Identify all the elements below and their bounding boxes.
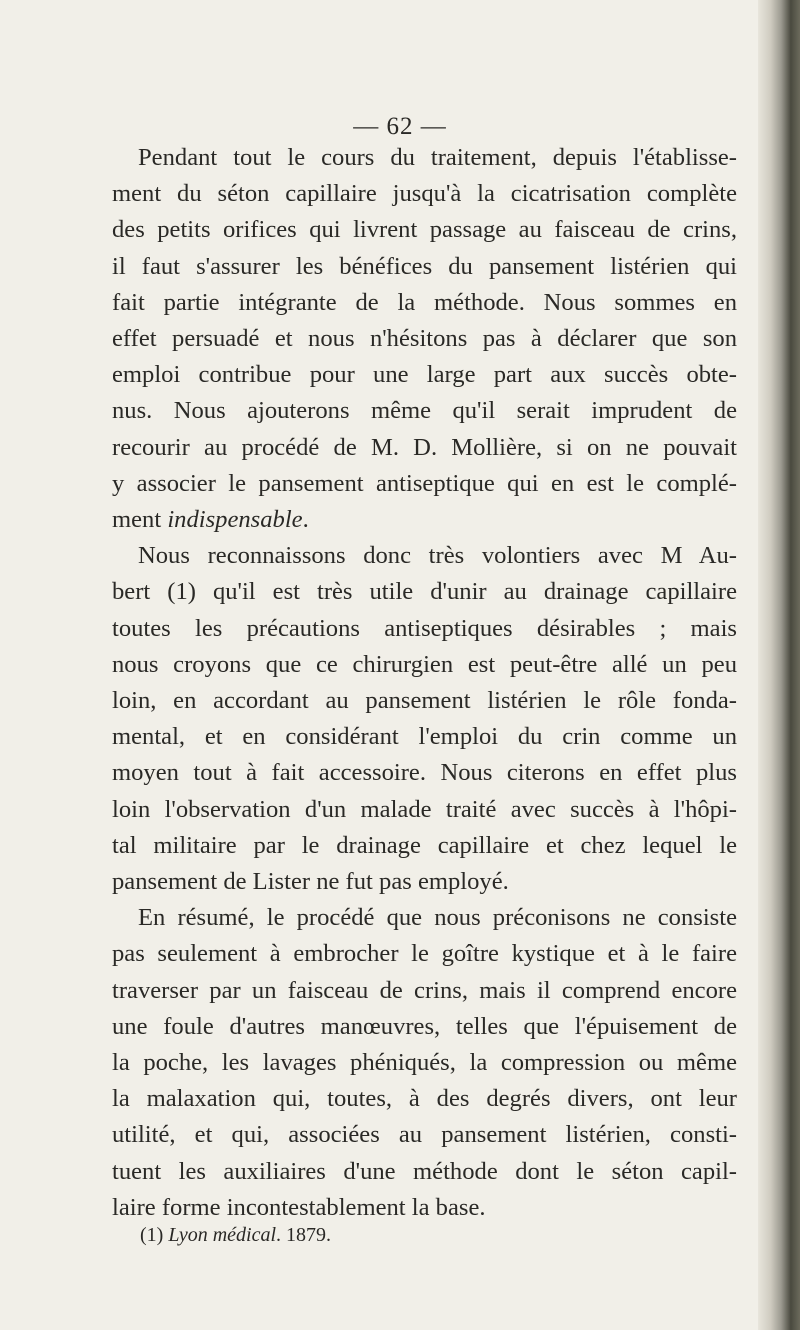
text-line: ment du séton capillaire jusqu'à la cicatrisation complète — [112, 180, 737, 208]
text-line: moyen tout à fait accessoire. Nous citerons en effet plus — [112, 759, 737, 787]
text-line: pansement de Lister ne fut pas employé. — [112, 868, 509, 896]
text-line: nous croyons que ce chirurgien est peut-être allé un peu — [112, 650, 737, 678]
emphasized-word: indispensable — [167, 506, 303, 534]
text-line: une foule d'autres manœuvres, telles que l'épuisement de — [112, 1012, 737, 1040]
body-text — [112, 140, 737, 1226]
text-line: fait partie intégrante de la méthode. Nous sommes en — [112, 288, 737, 316]
text-line: Pendant tout le cours du traitement, depuis l'établisse- — [138, 144, 737, 171]
text-line: nus. Nous ajouterons même qu'il serait imprudent de — [112, 397, 737, 425]
book-page-edge — [758, 0, 800, 1330]
page-number: — 62 — — [353, 113, 447, 140]
text-line: tuent les auxiliaires d'une méthode dont le séton capil- — [112, 1157, 737, 1185]
footnote-source: Lyon médical — [168, 1224, 277, 1246]
text-line: il faut s'assurer les bénéfices du pansement listérien qui — [112, 252, 737, 280]
text-line: la poche, les lavages phéniqués, la compression ou même — [112, 1049, 737, 1077]
text-line: bert (1) qu'il est très utile d'unir au drainage capillaire — [112, 578, 737, 606]
text-line: Nous reconnaissons donc très volontiers avec M Au- — [138, 542, 737, 570]
footnote-year: . 1879. — [276, 1224, 332, 1246]
paragraph-3 — [112, 900, 737, 1226]
text-line: loin l'observation d'un malade traité avec succès à l'hôpi- — [112, 795, 737, 823]
text-line: pas seulement à embrocher le goître kystique et à le faire — [112, 940, 737, 968]
paragraph-2 — [112, 538, 737, 900]
text-line: tal militaire par le drainage capillaire et chez lequel le — [112, 831, 737, 859]
paragraph-1 — [112, 140, 737, 538]
text-line: mental, et en considérant l'emploi du crin comme un — [112, 723, 737, 751]
text-line: des petits orifices qui livrent passage au faisceau de crins, — [112, 216, 737, 244]
footnote — [140, 1224, 331, 1247]
text-fragment: ment — [112, 506, 168, 534]
text-line: utilité, et qui, associées au pansement listérien, consti- — [112, 1121, 737, 1149]
text-line: loin, en accordant au pansement listérien le rôle fonda- — [112, 687, 737, 715]
text-line: traverser par un faisceau de crins, mais il comprend encore — [112, 976, 737, 1004]
text-fragment: . — [302, 506, 309, 534]
text-line: emploi contribue pour une large part aux succès obte- — [112, 361, 737, 389]
text-line — [112, 502, 737, 538]
text-line: la malaxation qui, toutes, à des degrés divers, ont leur — [112, 1085, 737, 1113]
text-line: y associer le pansement antiseptique qui en est le complé- — [112, 469, 737, 497]
text-line: laire forme incontestablement la base. — [112, 1193, 486, 1221]
text-line: En résumé, le procédé que nous préconisons ne consiste — [138, 904, 737, 932]
text-line: toutes les précautions antiseptiques désirables ; mais — [112, 614, 737, 642]
text-line: recourir au procédé de M. D. Mollière, si on ne pouvait — [112, 433, 737, 461]
footnote-marker: (1) — [140, 1224, 164, 1246]
text-line: effet persuadé et nous n'hésitons pas à déclarer que son — [112, 325, 737, 353]
